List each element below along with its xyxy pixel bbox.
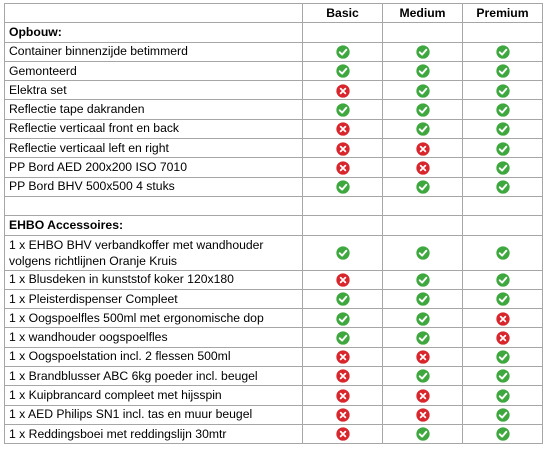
section-title: EHBO Accessoires: <box>5 216 303 235</box>
mark-cell-premium <box>463 386 543 405</box>
check-icon <box>496 64 510 78</box>
cross-icon <box>496 312 510 326</box>
spacer-cell <box>303 196 383 215</box>
row-label: Reflectie tape dakranden <box>5 100 303 119</box>
mark-cell-medium <box>383 139 463 158</box>
mark-cell-medium <box>383 386 463 405</box>
mark-cell-basic <box>303 119 383 138</box>
mark-cell-premium <box>463 81 543 100</box>
cross-icon <box>336 122 350 136</box>
check-icon <box>496 350 510 364</box>
section-header-row <box>5 216 543 235</box>
check-icon <box>496 161 510 175</box>
check-icon <box>496 122 510 136</box>
row-label: 1 x Oogspoelfles 500ml met ergonomische dop <box>5 309 303 328</box>
mark-cell-premium <box>463 347 543 366</box>
row-label: 1 x EHBO BHV verbandkoffer met wandhouder volgens richtlijnen Oranje Kruis <box>5 235 303 270</box>
mark-cell-basic <box>303 81 383 100</box>
table-row <box>5 42 543 61</box>
section-header-cell <box>463 23 543 42</box>
row-label: 1 x Blusdeken in kunststof koker 120x180 <box>5 270 303 289</box>
check-icon <box>416 64 430 78</box>
check-icon <box>336 180 350 194</box>
mark-cell-medium <box>383 81 463 100</box>
mark-cell-medium <box>383 177 463 196</box>
cross-icon <box>336 84 350 98</box>
check-icon <box>416 312 430 326</box>
table-row <box>5 347 543 366</box>
table-row <box>5 289 543 308</box>
mark-cell-premium <box>463 42 543 61</box>
table-row <box>5 81 543 100</box>
row-label: 1 x Reddingsboei met reddingslijn 30mtr <box>5 424 303 443</box>
spacer-row <box>5 196 543 215</box>
mark-cell-medium <box>383 424 463 443</box>
row-label: 1 x Pleisterdispenser Compleet <box>5 289 303 308</box>
row-label: Gemonteerd <box>5 61 303 80</box>
mark-cell-basic <box>303 328 383 347</box>
mark-cell-basic <box>303 347 383 366</box>
mark-cell-premium <box>463 328 543 347</box>
mark-cell-basic <box>303 367 383 386</box>
mark-cell-premium <box>463 405 543 424</box>
column-header-basic: Basic <box>303 4 383 23</box>
check-icon <box>496 142 510 156</box>
check-icon <box>496 273 510 287</box>
mark-cell-premium <box>463 139 543 158</box>
mark-cell-medium <box>383 347 463 366</box>
check-icon <box>416 122 430 136</box>
table-row <box>5 367 543 386</box>
mark-cell-basic <box>303 177 383 196</box>
mark-cell-basic <box>303 235 383 270</box>
table-row <box>5 119 543 138</box>
row-label: Reflectie verticaal front en back <box>5 119 303 138</box>
mark-cell-premium <box>463 289 543 308</box>
check-icon <box>416 427 430 441</box>
mark-cell-basic <box>303 405 383 424</box>
table-row <box>5 270 543 289</box>
table-row <box>5 405 543 424</box>
mark-cell-basic <box>303 424 383 443</box>
table-row <box>5 424 543 443</box>
check-icon <box>336 312 350 326</box>
section-header-cell <box>303 216 383 235</box>
cross-icon <box>336 161 350 175</box>
row-label: Container binnenzijde betimmerd <box>5 42 303 61</box>
cross-icon <box>496 331 510 345</box>
header-row <box>5 4 543 23</box>
check-icon <box>496 292 510 306</box>
mark-cell-basic <box>303 289 383 308</box>
cross-icon <box>336 427 350 441</box>
mark-cell-basic <box>303 270 383 289</box>
check-icon <box>496 427 510 441</box>
table-row <box>5 139 543 158</box>
check-icon <box>496 408 510 422</box>
check-icon <box>496 103 510 117</box>
cross-icon <box>416 161 430 175</box>
cross-icon <box>416 142 430 156</box>
mark-cell-medium <box>383 270 463 289</box>
mark-cell-medium <box>383 235 463 270</box>
check-icon <box>336 246 350 260</box>
check-icon <box>416 292 430 306</box>
section-header-cell <box>383 23 463 42</box>
section-header-row <box>5 23 543 42</box>
mark-cell-premium <box>463 235 543 270</box>
section-header-cell <box>303 23 383 42</box>
check-icon <box>336 331 350 345</box>
mark-cell-basic <box>303 158 383 177</box>
cross-icon <box>336 350 350 364</box>
mark-cell-medium <box>383 405 463 424</box>
mark-cell-medium <box>383 309 463 328</box>
header-corner <box>5 4 303 23</box>
comparison-table <box>4 3 543 444</box>
mark-cell-premium <box>463 177 543 196</box>
mark-cell-medium <box>383 328 463 347</box>
section-header-cell <box>383 216 463 235</box>
row-label: 1 x wandhouder oogspoelfles <box>5 328 303 347</box>
mark-cell-medium <box>383 158 463 177</box>
table-row <box>5 158 543 177</box>
mark-cell-medium <box>383 42 463 61</box>
check-icon <box>416 273 430 287</box>
mark-cell-basic <box>303 61 383 80</box>
cross-icon <box>416 350 430 364</box>
check-icon <box>416 369 430 383</box>
row-label: 1 x AED Philips SN1 incl. tas en muur beugel <box>5 405 303 424</box>
check-icon <box>416 180 430 194</box>
cross-icon <box>416 408 430 422</box>
column-header-premium: Premium <box>463 4 543 23</box>
section-title: Opbouw: <box>5 23 303 42</box>
row-label: 1 x Kuipbrancard compleet met hijsspin <box>5 386 303 405</box>
table-row <box>5 309 543 328</box>
mark-cell-premium <box>463 61 543 80</box>
check-icon <box>496 246 510 260</box>
mark-cell-basic <box>303 309 383 328</box>
check-icon <box>416 331 430 345</box>
check-icon <box>496 84 510 98</box>
table-row <box>5 100 543 119</box>
spacer-cell <box>5 196 303 215</box>
check-icon <box>336 103 350 117</box>
check-icon <box>336 64 350 78</box>
check-icon <box>416 45 430 59</box>
cross-icon <box>336 369 350 383</box>
check-icon <box>496 389 510 403</box>
mark-cell-premium <box>463 367 543 386</box>
mark-cell-premium <box>463 270 543 289</box>
mark-cell-premium <box>463 424 543 443</box>
check-icon <box>496 369 510 383</box>
mark-cell-medium <box>383 367 463 386</box>
mark-cell-basic <box>303 386 383 405</box>
row-label: PP Bord AED 200x200 ISO 7010 <box>5 158 303 177</box>
mark-cell-medium <box>383 119 463 138</box>
mark-cell-premium <box>463 309 543 328</box>
check-icon <box>496 180 510 194</box>
table-row <box>5 61 543 80</box>
cross-icon <box>336 273 350 287</box>
column-header-medium: Medium <box>383 4 463 23</box>
mark-cell-premium <box>463 158 543 177</box>
mark-cell-medium <box>383 100 463 119</box>
row-label: 1 x Oogspoelstation incl. 2 flessen 500ml <box>5 347 303 366</box>
check-icon <box>336 45 350 59</box>
mark-cell-basic <box>303 42 383 61</box>
mark-cell-basic <box>303 100 383 119</box>
row-label: Reflectie verticaal left en right <box>5 139 303 158</box>
table-row <box>5 386 543 405</box>
check-icon <box>416 84 430 98</box>
spacer-cell <box>383 196 463 215</box>
mark-cell-basic <box>303 139 383 158</box>
check-icon <box>496 45 510 59</box>
row-label: Elektra set <box>5 81 303 100</box>
section-header-cell <box>463 216 543 235</box>
mark-cell-premium <box>463 119 543 138</box>
table-row <box>5 328 543 347</box>
table-row <box>5 177 543 196</box>
cross-icon <box>336 408 350 422</box>
row-label: PP Bord BHV 500x500 4 stuks <box>5 177 303 196</box>
mark-cell-premium <box>463 100 543 119</box>
cross-icon <box>336 142 350 156</box>
cross-icon <box>336 389 350 403</box>
mark-cell-medium <box>383 61 463 80</box>
table-row <box>5 235 543 270</box>
check-icon <box>416 103 430 117</box>
mark-cell-medium <box>383 289 463 308</box>
cross-icon <box>416 389 430 403</box>
spacer-cell <box>463 196 543 215</box>
check-icon <box>416 246 430 260</box>
check-icon <box>336 292 350 306</box>
row-label: 1 x Brandblusser ABC 6kg poeder incl. beugel <box>5 367 303 386</box>
